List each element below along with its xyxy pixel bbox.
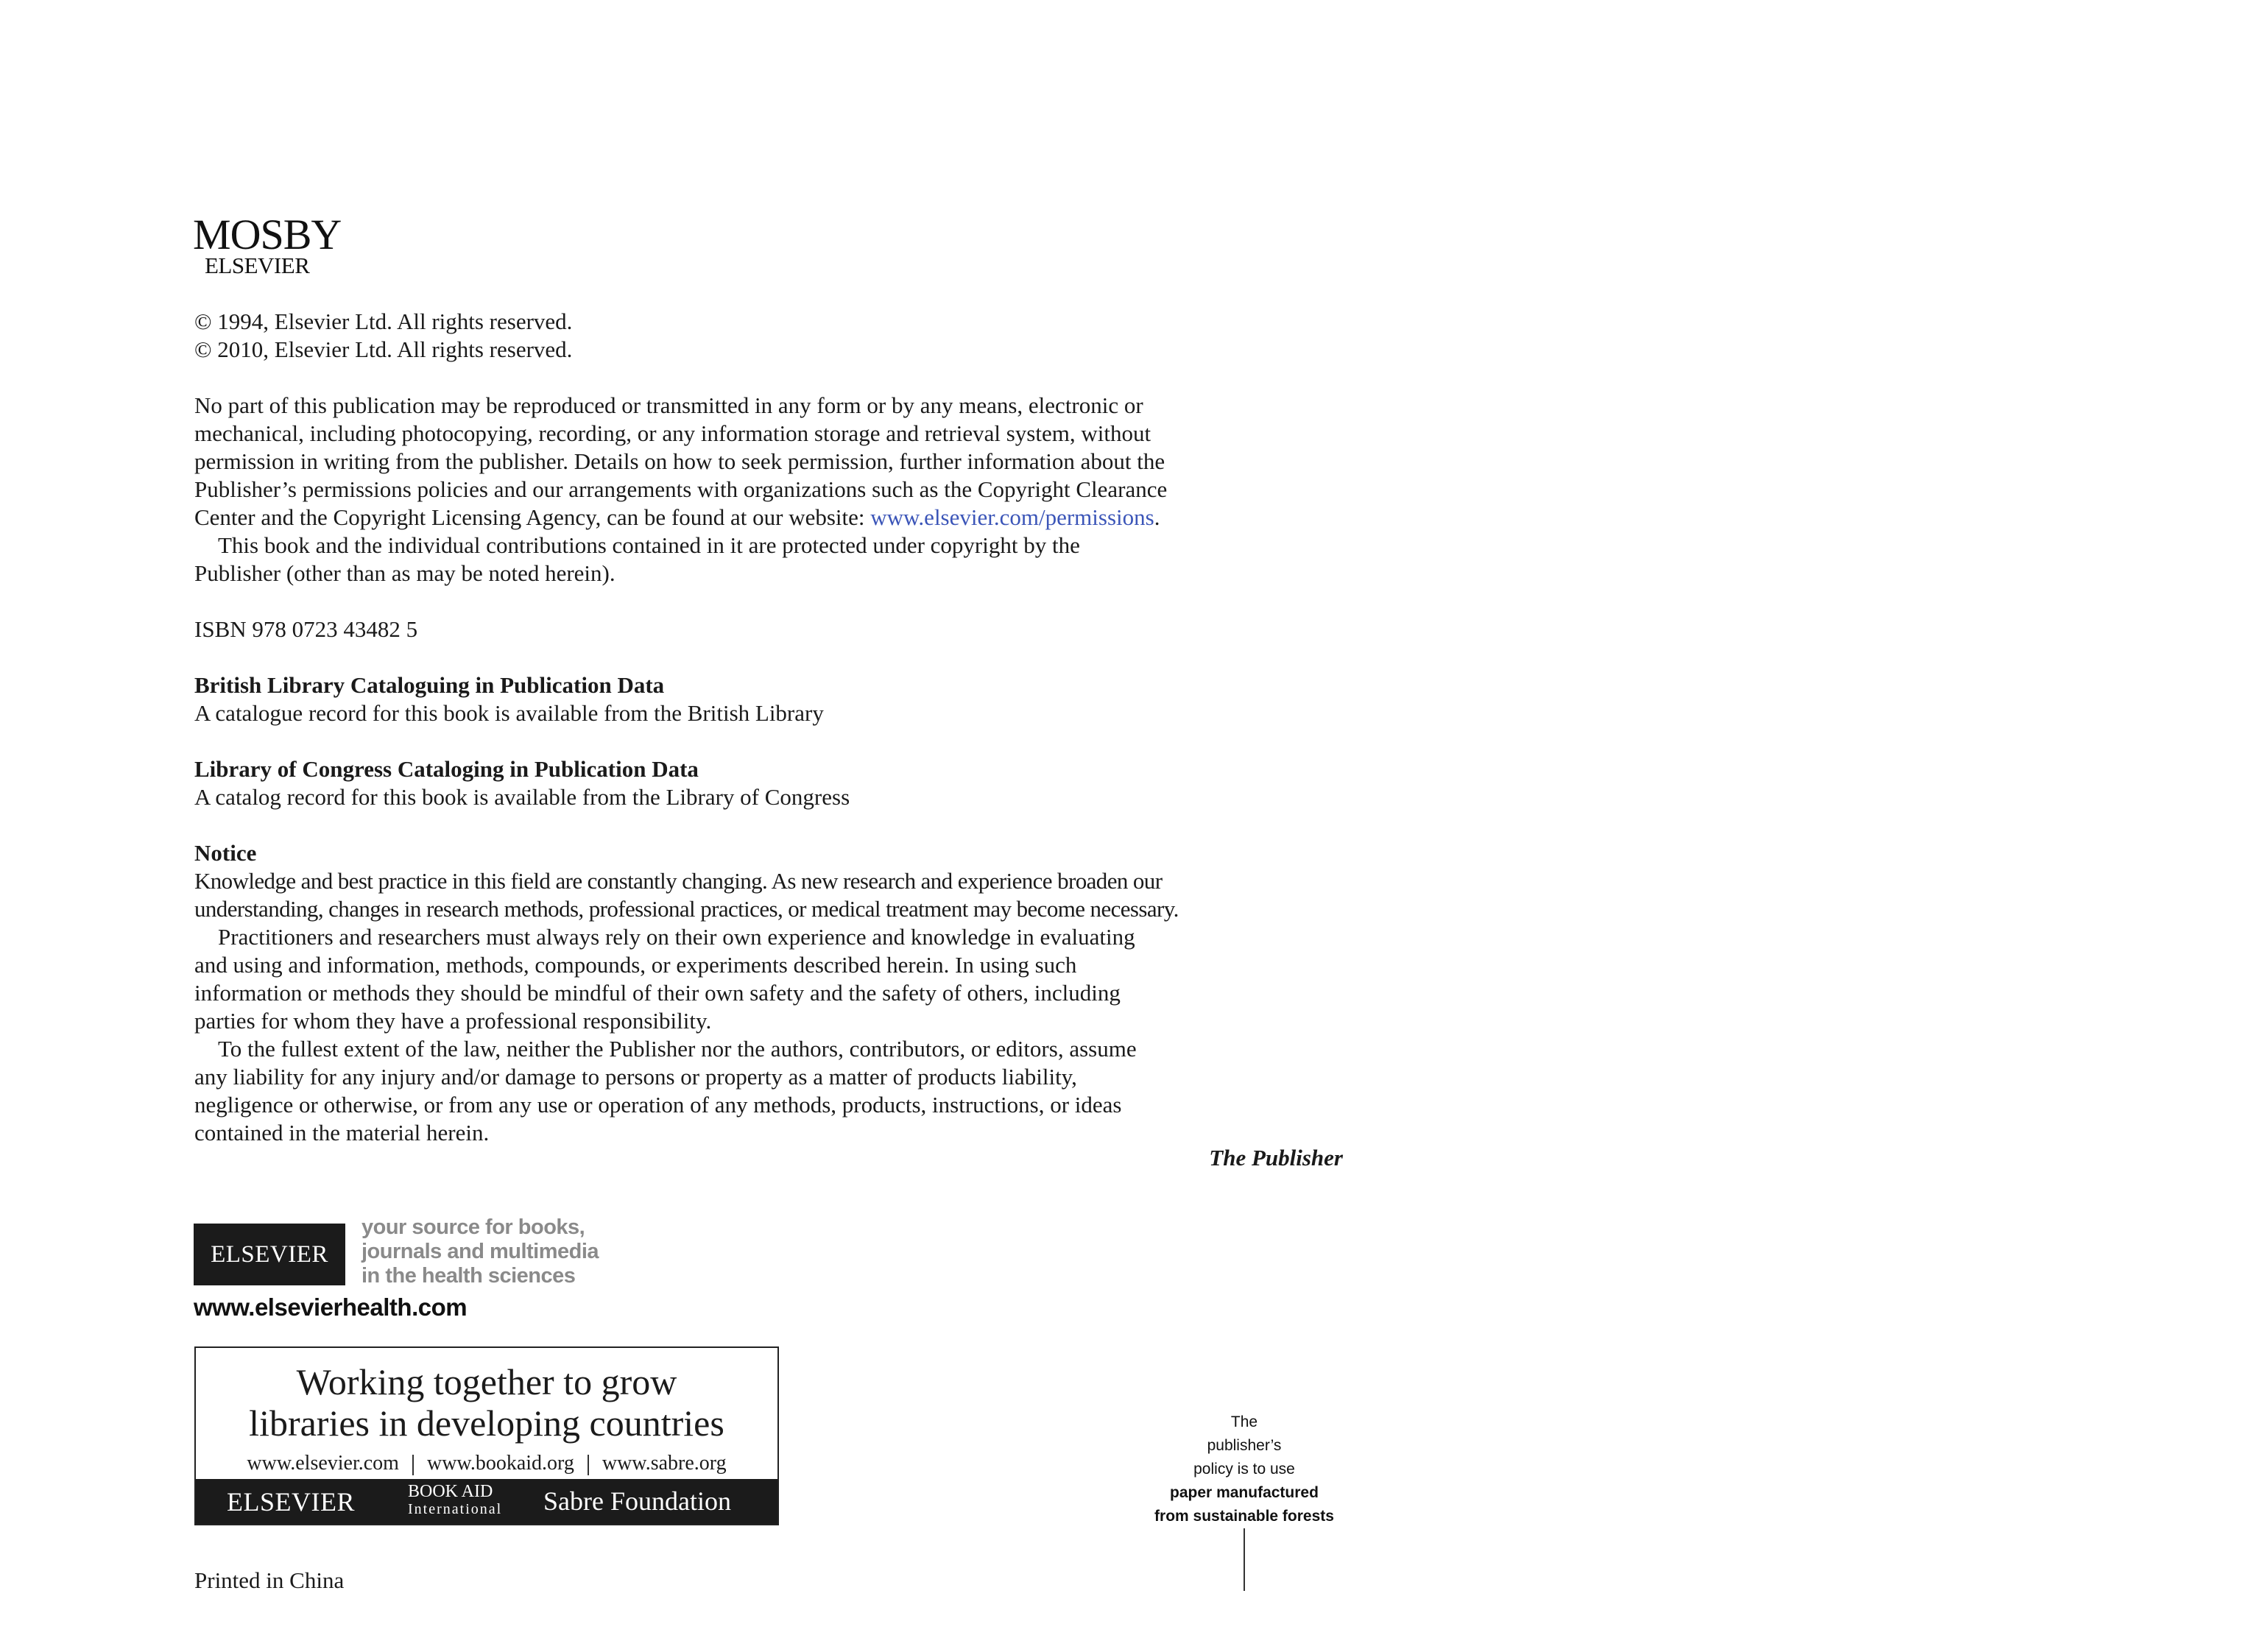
forest-line-bold: from sustainable forests <box>1154 1508 1334 1525</box>
link-divider <box>588 1455 589 1475</box>
forest-line-bold: paper manufactured <box>1170 1484 1319 1501</box>
sabre-bar-logo: Sabre Foundation <box>543 1486 731 1516</box>
notice-line: Knowledge and best practice in this field are constantly changing. As new research and experience broaden our <box>194 868 1163 894</box>
elsevierhealth-link[interactable]: www.elsevierhealth.com <box>194 1293 468 1321</box>
notice-line: information or methods they should be mindful of their own safety and the safety of others, including <box>194 980 1121 1006</box>
copyright-line-2010: © 2010, Elsevier Ltd. All rights reserved. <box>194 336 573 362</box>
permissions-line: No part of this publication may be reproduced or transmitted in any form or by any means, electronic or <box>194 392 1143 418</box>
bookaid-title-line: libraries in developing countries <box>249 1402 724 1444</box>
bookaid-logo-bar <box>196 1479 777 1524</box>
forest-policy-note <box>1134 1411 1355 1528</box>
bookaid-bar-subtitle: International <box>408 1501 503 1517</box>
notice-heading: Notice <box>194 840 257 866</box>
tagline-line: journals and multimedia <box>361 1240 599 1263</box>
forest-divider-line <box>1244 1528 1245 1591</box>
protection-line: Publisher (other than as may be noted herein). <box>194 560 615 586</box>
notice-line: To the fullest extent of the law, neither the Publisher nor the authors, contributors, or editors, assume <box>218 1036 1137 1062</box>
elsevier-bar-logo: ELSEVIER <box>227 1487 355 1517</box>
elsevier-imprint-logo: ELSEVIER <box>205 253 310 278</box>
bookaid-link[interactable]: www.bookaid.org <box>426 1452 574 1475</box>
permissions-line-prefix: Center and the Copyright Licensing Agency, can be found at our website: <box>194 504 871 530</box>
permissions-link-suffix: . <box>1154 504 1160 530</box>
protection-line: This book and the individual contributions contained in it are protected under copyright by the <box>218 532 1080 558</box>
link-divider <box>412 1455 414 1475</box>
tagline-line: your source for books, <box>361 1215 585 1239</box>
bookaid-links <box>196 1451 777 1476</box>
notice-line: and using and information, methods, compounds, or experiments described herein. In using such <box>194 952 1077 978</box>
mosby-logo: MOSBY <box>193 211 342 258</box>
sabre-link[interactable]: www.sabre.org <box>602 1452 727 1475</box>
british-library-text: A catalogue record for this book is available from the British Library <box>194 700 824 726</box>
library-of-congress-heading: Library of Congress Cataloging in Publication Data <box>194 756 699 782</box>
permissions-line: mechanical, including photocopying, recording, or any information storage and retrieval system, without <box>194 420 1151 446</box>
elsevier-link[interactable]: www.elsevier.com <box>247 1452 399 1475</box>
isbn: ISBN 978 0723 43482 5 <box>194 616 418 642</box>
permissions-line-with-link <box>194 504 1343 532</box>
notice-line: contained in the material herein. <box>194 1120 490 1146</box>
forest-line: The <box>1230 1413 1258 1430</box>
forest-line: publisher’s <box>1207 1437 1282 1454</box>
publisher-signature: The Publisher <box>1209 1145 1343 1171</box>
tagline-line: in the health sciences <box>361 1264 576 1288</box>
notice-line: negligence or otherwise, or from any use or operation of any methods, products, instructions, or ideas <box>194 1092 1122 1118</box>
copyright-page-text <box>194 308 1343 1147</box>
elsevier-tagline <box>361 1215 599 1288</box>
bookaid-ad <box>194 1346 779 1525</box>
notice-line: understanding, changes in research methods, professional practices, or medical treatment may become necessary. <box>194 896 1179 922</box>
printed-in: Printed in China <box>194 1567 345 1593</box>
british-library-heading: British Library Cataloguing in Publication Data <box>194 672 665 698</box>
permissions-line: permission in writing from the publisher. Details on how to seek permission, further information about the <box>194 448 1165 474</box>
notice-line: any liability for any injury and/or damage to persons or property as a matter of products liability, <box>194 1064 1077 1090</box>
library-of-congress-text: A catalog record for this book is available from the Library of Congress <box>194 784 850 810</box>
permissions-link[interactable]: www.elsevier.com/permissions <box>870 504 1154 530</box>
bookaid-title <box>196 1361 777 1444</box>
bookaid-title-line: Working together to grow <box>296 1361 677 1402</box>
copyright-line-1994: © 1994, Elsevier Ltd. All rights reserved. <box>194 308 573 334</box>
permissions-line: Publisher’s permissions policies and our arrangements with organizations such as the Copyright Clearance <box>194 476 1168 502</box>
notice-line: Practitioners and researchers must always rely on their own experience and knowledge in evaluating <box>218 924 1135 950</box>
notice-line: parties for whom they have a professional responsibility. <box>194 1008 712 1034</box>
forest-line: policy is to use <box>1193 1461 1295 1478</box>
elsevier-logo-box: ELSEVIER <box>194 1224 345 1285</box>
bookaid-bar-logo: BOOK AID <box>408 1482 493 1501</box>
